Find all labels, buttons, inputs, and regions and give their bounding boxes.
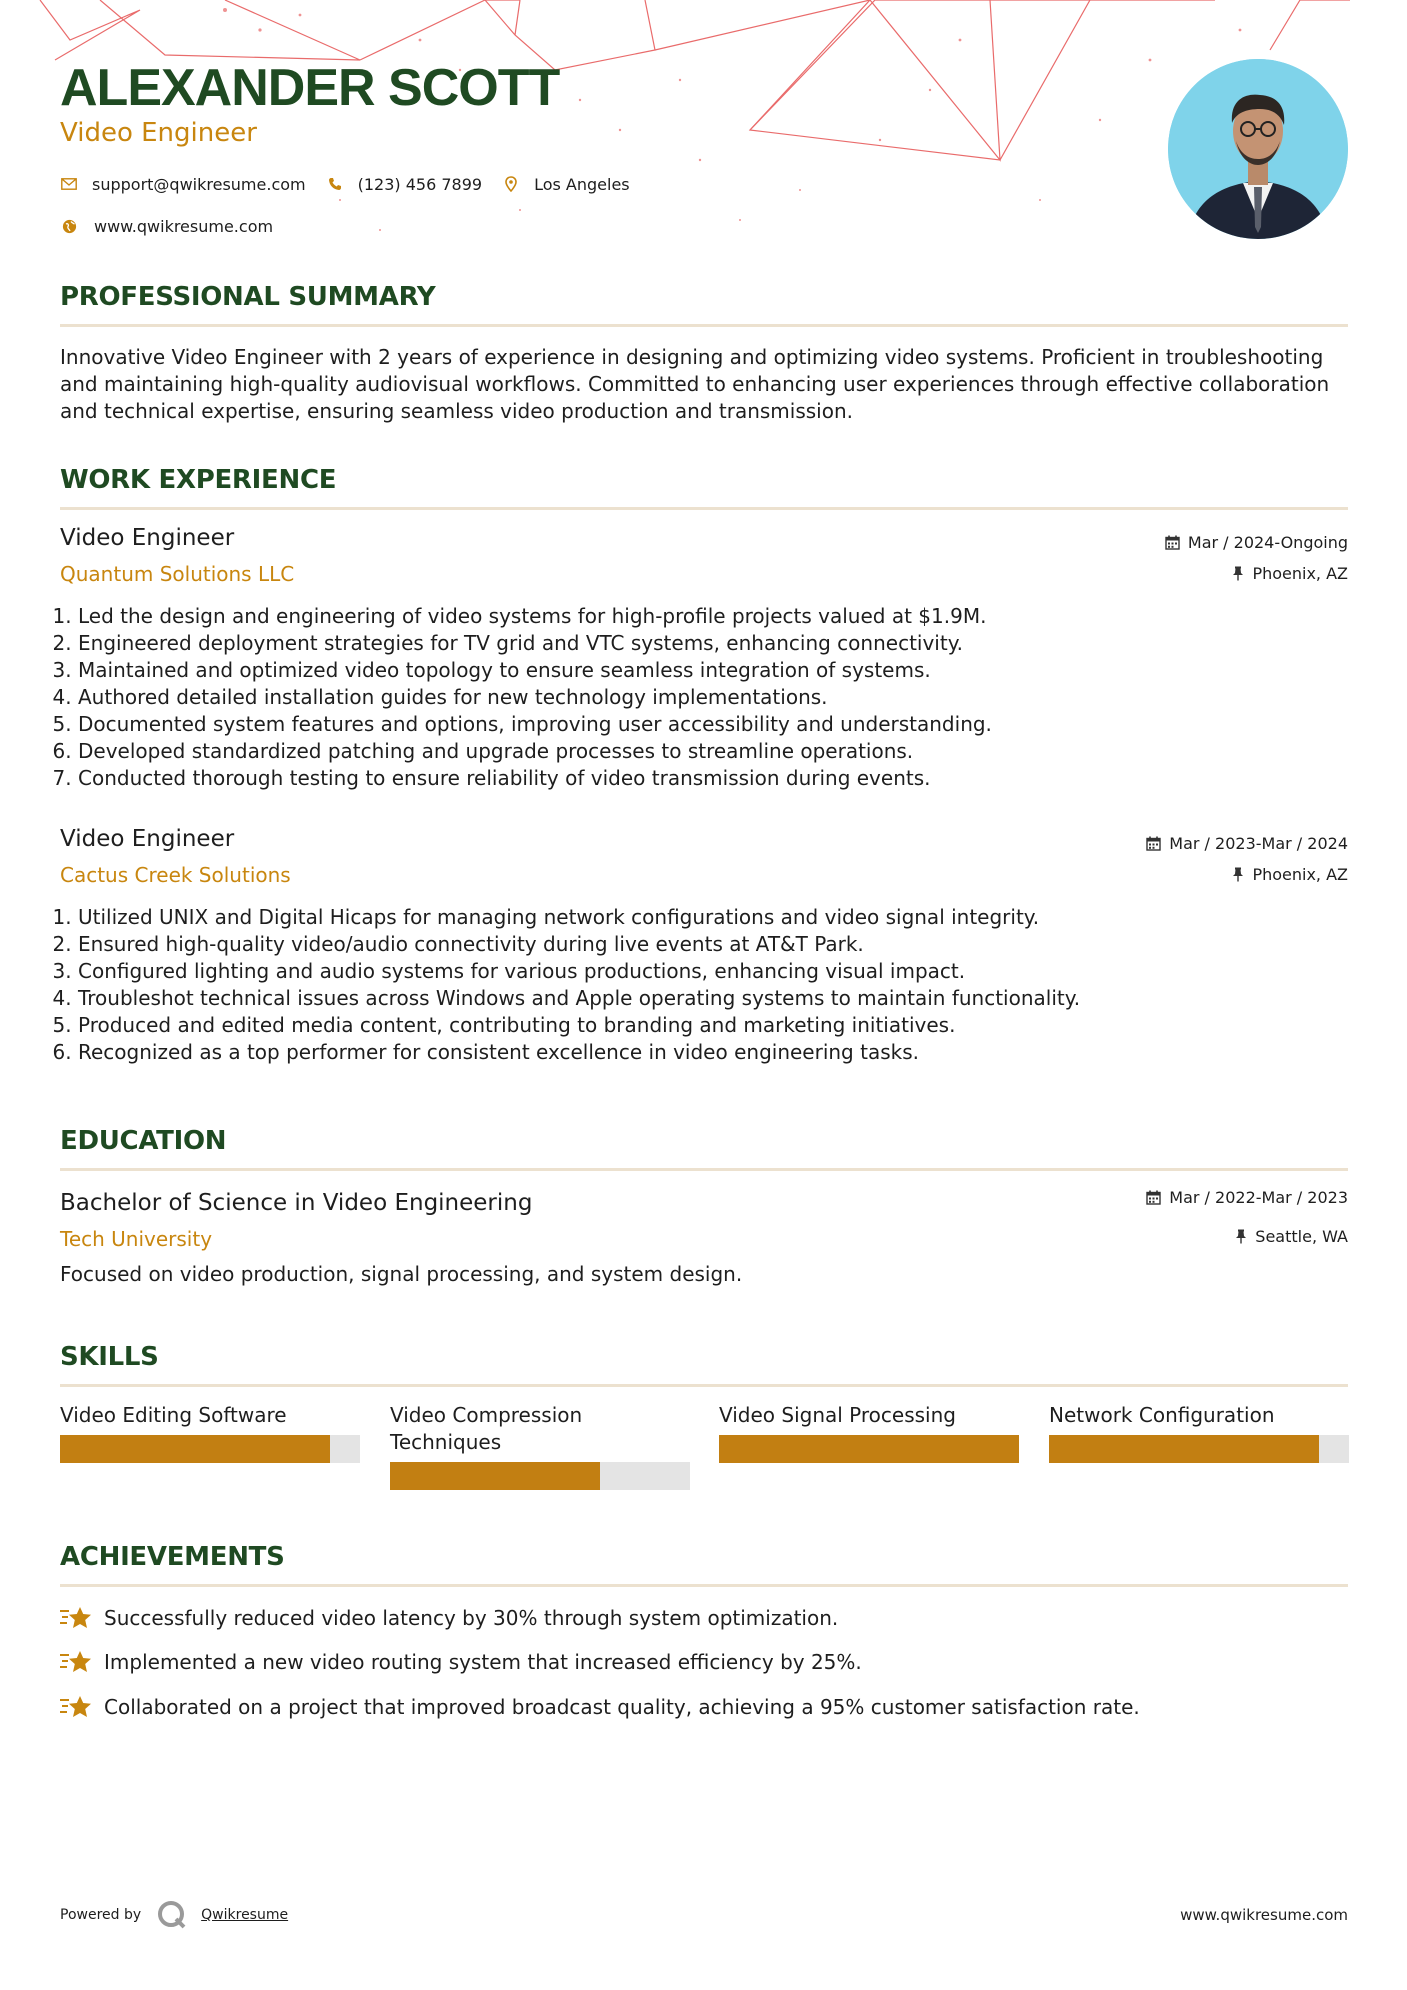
skill-label: Network Configuration: [1049, 1403, 1275, 1427]
job-company: Quantum Solutions LLC: [60, 562, 295, 586]
footer-powered-by: [60, 1900, 288, 1930]
globe-icon: [60, 217, 78, 235]
footer-website[interactable]: www.qwikresume.com: [1180, 1906, 1348, 1924]
candidate-role: Video Engineer: [60, 118, 257, 148]
phone-icon: [326, 175, 344, 193]
section-title-achievements: ACHIEVEMENTS: [60, 1542, 1348, 1587]
website-row: [60, 214, 273, 238]
star-icon: [60, 1694, 92, 1720]
email-link[interactable]: support@qwikresume.com: [92, 174, 306, 194]
section-title-skills: SKILLS: [60, 1342, 1348, 1387]
location-text: Los Angeles: [534, 174, 630, 194]
list-item: 4. Authored detailed installation guides for new technology implementations.: [78, 684, 1368, 711]
profile-photo: [1168, 59, 1348, 239]
summary-text: Innovative Video Engineer with 2 years of experience in designing and optimizing video systems. Proficient in troubleshooting and maintaining high-quality audiovisual workflows. Committed to enhancing user experiences through effective collaboration and technical expertise, ensuring seamless video production and transmission.: [60, 345, 1330, 423]
skill-label: Video Signal Processing: [719, 1403, 956, 1427]
envelope-icon: [60, 175, 78, 193]
skill-bar-fill: [60, 1435, 330, 1463]
education-location-text: Seattle, WA: [1255, 1227, 1348, 1246]
job-company: Cactus Creek Solutions: [60, 863, 291, 887]
list-item: 2. Engineered deployment strategies for TV grid and VTC systems, enhancing connectivity.: [78, 630, 1368, 657]
skill-item: [719, 1402, 1019, 1463]
list-item: 3. Configured lighting and audio systems for various productions, enhancing visual impact.: [78, 958, 1368, 985]
job-dates-text: Mar / 2023-Mar / 2024: [1169, 834, 1348, 853]
job-location-text: Phoenix, AZ: [1252, 865, 1348, 884]
contact-row: [60, 172, 650, 196]
job-location: [1232, 564, 1348, 583]
qwikresume-logo-icon: [157, 1900, 187, 1930]
section-title-experience: WORK EXPERIENCE: [60, 465, 1348, 510]
degree-title: Bachelor of Science in Video Engineering: [60, 1190, 533, 1216]
job-dates-text: Mar / 2024-Ongoing: [1187, 533, 1348, 552]
calendar-icon: [1165, 535, 1180, 550]
job-bullets: [52, 904, 1368, 1066]
job-dates: [1165, 533, 1348, 552]
list-item: 5. Produced and edited media content, contributing to branding and marketing initiatives.: [78, 1012, 1368, 1039]
school-name: Tech University: [60, 1227, 213, 1251]
skill-label: Video Compression Techniques: [390, 1403, 583, 1454]
powered-by-label: Powered by: [60, 1907, 142, 1923]
phone-number[interactable]: (123) 456 7899: [357, 174, 483, 194]
achievement-item: [60, 1605, 838, 1631]
candidate-name: ALEXANDER SCOTT: [60, 59, 560, 117]
achievement-text: Collaborated on a project that improved broadcast quality, achieving a 95% customer satisfaction rate.: [104, 1695, 1140, 1719]
qwikresume-link[interactable]: Qwikresume: [201, 1907, 289, 1923]
section-title-education: EDUCATION: [60, 1126, 1348, 1171]
skill-bar-fill: [390, 1462, 600, 1490]
job-title: Video Engineer: [60, 525, 235, 551]
skill-bar-track: [390, 1462, 690, 1490]
website-link[interactable]: www.qwikresume.com: [94, 216, 274, 236]
skill-bar-track: [1049, 1435, 1349, 1463]
list-item: 6. Developed standardized patching and upgrade processes to streamline operations.: [78, 738, 1368, 765]
pushpin-icon: [1235, 1229, 1247, 1244]
list-item: 6. Recognized as a top performer for consistent excellence in video engineering tasks.: [78, 1039, 1368, 1066]
pushpin-icon: [1232, 867, 1244, 882]
list-item: 1. Led the design and engineering of video systems for high-profile projects valued at $1.9M.: [78, 603, 1368, 630]
map-pin-icon: [502, 175, 520, 193]
list-item: 2. Ensured high-quality video/audio connectivity during live events at AT&T Park.: [78, 931, 1368, 958]
skill-item: [390, 1402, 690, 1490]
education-description: Focused on video production, signal processing, and system design.: [60, 1262, 743, 1286]
skill-bar-fill: [719, 1435, 1019, 1463]
skill-item: [1049, 1402, 1349, 1463]
job-location: [1232, 865, 1348, 884]
education-dates: [1146, 1188, 1348, 1207]
achievement-item: [60, 1649, 862, 1675]
pushpin-icon: [1232, 566, 1244, 581]
star-icon: [60, 1605, 92, 1631]
skill-bar-track: [719, 1435, 1019, 1463]
list-item: 4. Troubleshot technical issues across Windows and Apple operating systems to maintain functionality.: [78, 985, 1368, 1012]
list-item: 7. Conducted thorough testing to ensure reliability of video transmission during events.: [78, 765, 1368, 792]
skill-item: [60, 1402, 360, 1463]
education-dates-text: Mar / 2022-Mar / 2023: [1169, 1188, 1348, 1207]
skill-bar-fill: [1049, 1435, 1319, 1463]
job-location-text: Phoenix, AZ: [1252, 564, 1348, 583]
section-title-summary: PROFESSIONAL SUMMARY: [60, 282, 1348, 327]
list-item: 1. Utilized UNIX and Digital Hicaps for managing network configurations and video signal integrity.: [78, 904, 1368, 931]
skill-label: Video Editing Software: [60, 1403, 287, 1427]
calendar-icon: [1146, 836, 1161, 851]
achievement-text: Implemented a new video routing system that increased efficiency by 25%.: [104, 1650, 862, 1674]
job-bullets: [52, 603, 1368, 792]
star-icon: [60, 1649, 92, 1675]
job-dates: [1146, 834, 1348, 853]
achievement-text: Successfully reduced video latency by 30% through system optimization.: [104, 1606, 839, 1630]
list-item: 5. Documented system features and options, improving user accessibility and understanding.: [78, 711, 1368, 738]
calendar-icon: [1146, 1190, 1161, 1205]
job-title: Video Engineer: [60, 826, 235, 852]
achievement-item: [60, 1694, 1140, 1720]
skill-bar-track: [60, 1435, 360, 1463]
education-location: [1235, 1227, 1348, 1246]
list-item: 3. Maintained and optimized video topology to ensure seamless integration of systems.: [78, 657, 1368, 684]
